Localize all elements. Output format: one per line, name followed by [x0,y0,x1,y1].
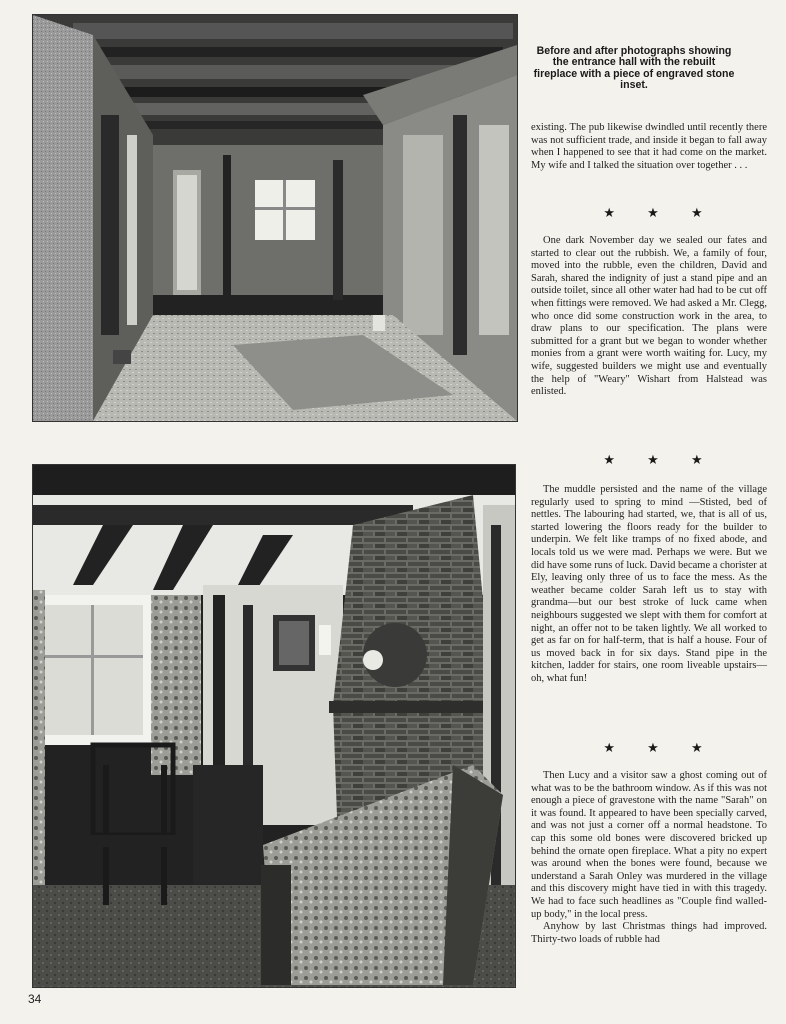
before-photograph [32,14,518,422]
paragraph: existing. The pub likewise dwindled until recently there was not sufficient trade, and inside it began to fall away when I happened to see that it had come on the market. My wife and I talked the situation over together . . . [531,122,767,171]
paragraph: Anyhow by last Christmas things had improved. Thirty-two loads of rubble had [531,921,767,945]
text-block-4 [531,770,767,946]
paragraph: The muddle persisted and the name of the village regularly used to spring to mind —Stisted, bed of nettles. The labouring had started, we, that is all of us, started lowering the floors ready for the builder to underpin. We felt like tramps of no fixed abode, and locals told us we were mad. Perhaps we were. But we did have some runs of luck. David became a chorister at Ely, leaving only three of us to face the mess. As the weather became colder Sarah left us to stay with grandma—but our best stroke of luck came when neighbours suggested we slept with them for comfort at night, an offer not to be taken lightly. We all worked to get as far on for half-term, that is half a house. Four of us moved back in for six days. Stand pipe in the kitchen, ladder for stairs, one room liveable upstairs—oh, what fun! [531,484,767,684]
paragraph: One dark November day we sealed our fates and started to clear out the rubbish. We, a family of four, moved into the rubble, even the children, David and Sarah, shared the indignity of just a stand pipe and an outside toilet, since all other water had had to be cut off when fittings were removed. We had asked a Mr. Clegg, who once did some construction work in the area, to draw plans to our specification. The plans were submitted for a grant but we began to wonder whether monies from a grant were worth waiting for. Lucy, my wife, suggested builders we might use and eventually the help of "Weary" Wishart from Halstead was enlisted. [531,235,767,398]
after-photograph [32,464,516,988]
paragraph: Then Lucy and a visitor saw a ghost coming out of what was to be the bathroom window. As if this was not enough a piece of gravestone with the name "Sarah" on it was found. It appeared to have been specially carved, and was not just a corner off a normal headstone. To cap this some old bones were discovered bricked up behind the ornate open fireplace. What a pity no expert was around when the bones were found, because we understand a Sarah Onley was murdered in the village and this discovery might have tied in with this tragedy. We had to face such headlines as "Couple find walled-up body," in the local press. [531,770,767,920]
text-block-2 [531,235,767,399]
page-number: 34 [28,992,42,1006]
section-divider-stars: ★ ★ ★ [603,453,717,468]
text-block-3 [531,484,767,686]
photo-caption: Before and after photographs showing the entrance hall with the rebuilt fireplace with a piece of engraved stone inset. [533,45,735,92]
section-divider-stars: ★ ★ ★ [603,741,717,756]
text-block-1 [531,122,767,172]
section-divider-stars: ★ ★ ★ [603,206,717,221]
